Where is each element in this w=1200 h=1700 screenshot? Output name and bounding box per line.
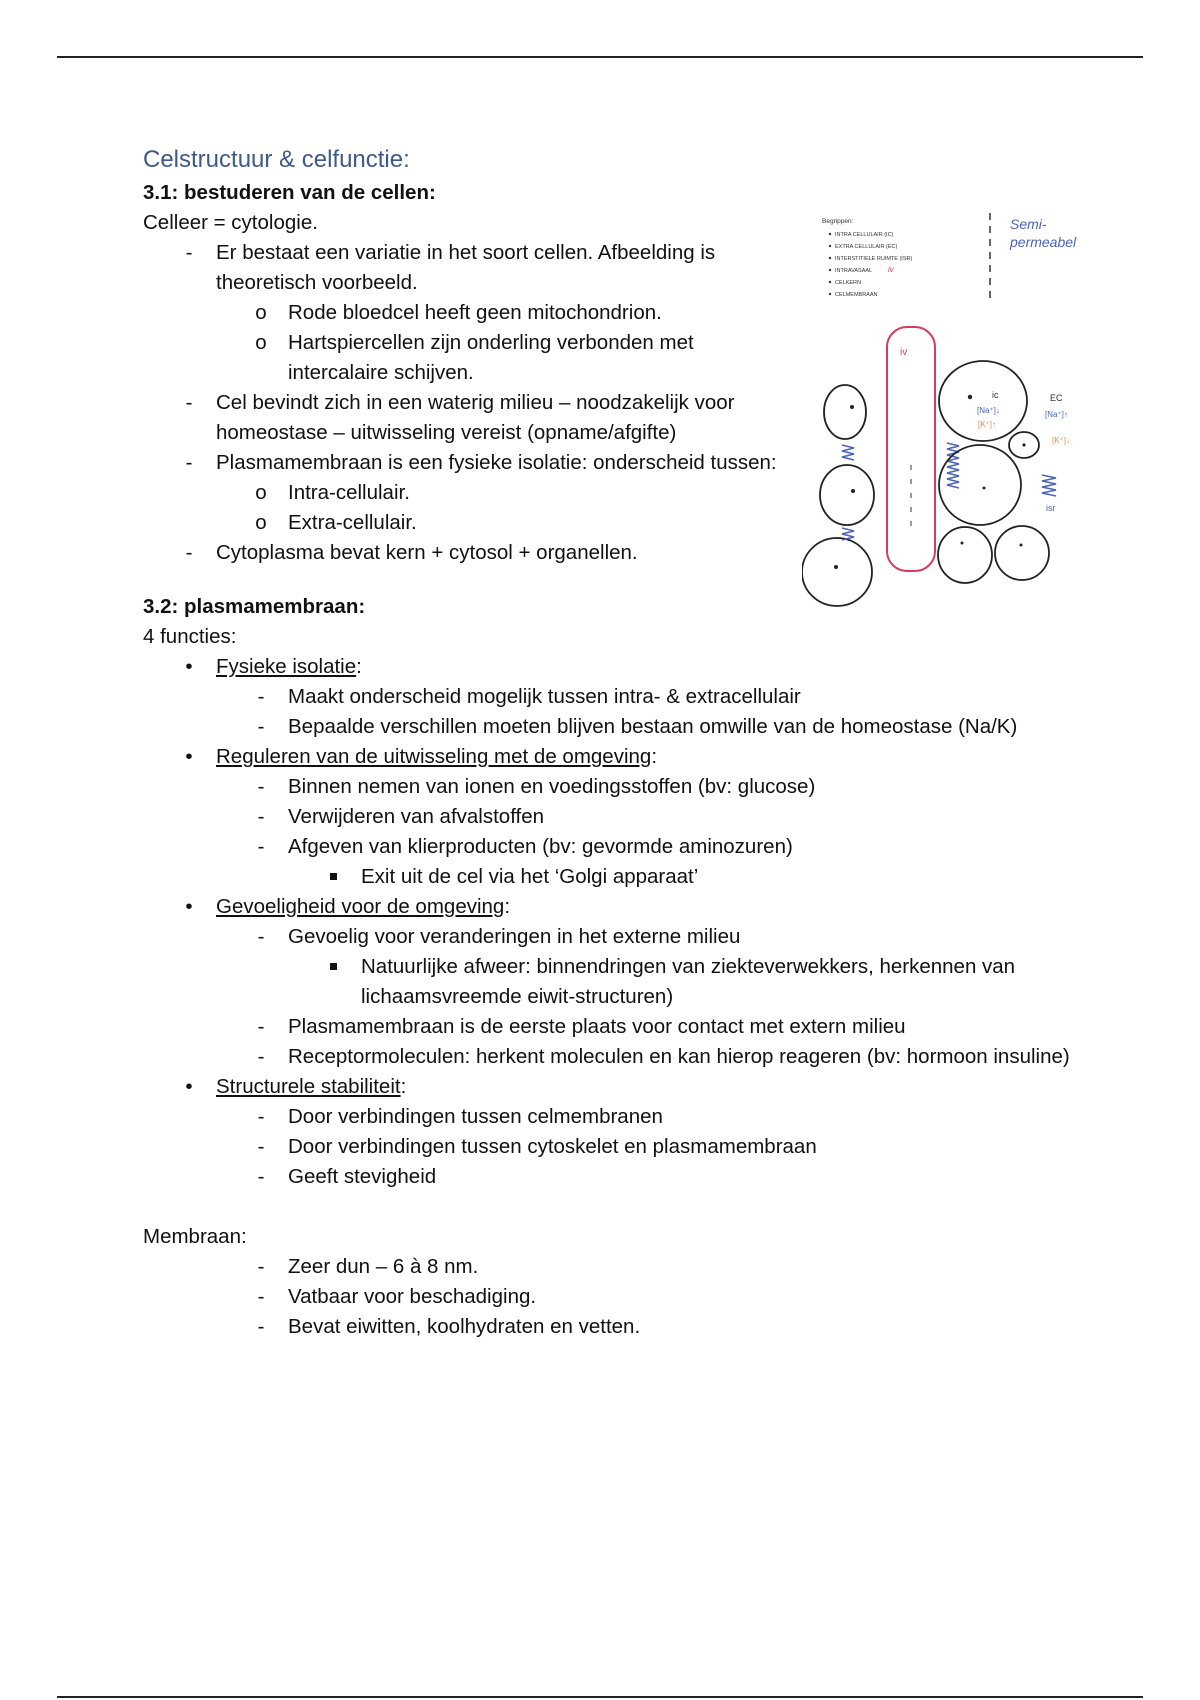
list-item: - Door verbindingen tussen celmembranen (143, 1102, 1123, 1132)
function-item: • Gevoeligheid voor de omgeving: (143, 892, 1123, 922)
permeabel-label: permeabel (1010, 234, 1077, 250)
list-item: - Bevat eiwitten, koolhydraten en vetten. (143, 1312, 1123, 1342)
heading-3-1: 3.1: bestuderen van de cellen: (143, 181, 436, 204)
circle-marker: o (255, 481, 267, 504)
cell-diagram-figure (802, 205, 1098, 615)
dash-marker: - (257, 685, 265, 708)
cell-diagram (802, 205, 1098, 615)
bullet-marker: • (185, 895, 193, 918)
nucleus-icon (851, 489, 855, 493)
list-item: - Verwijderen van afvalstoffen (143, 802, 1123, 832)
function-item: • Structurele stabiliteit: (143, 1072, 1123, 1102)
cell-icon (939, 361, 1027, 441)
squiggle-icon (947, 443, 959, 488)
list-item: - Binnen nemen van ionen en voedingsstoffen (bv: glucose) (143, 772, 1123, 802)
list-item: - Gevoelig voor veranderingen in het externe milieu (143, 922, 1123, 952)
list-item: o Hartspiercellen zijn onderling verbonden met intercalaire schijven. (143, 328, 783, 388)
legend-item: INTRAVASAAL (835, 268, 873, 274)
left-cells (802, 385, 874, 606)
list-item: - Bepaalde verschillen moeten blijven bestaan omwille van de homeostase (Na/K) (143, 712, 1123, 742)
function-item: • Fysieke isolatie: (143, 652, 1123, 682)
cell-icon (820, 465, 874, 525)
legend-note: iv (888, 265, 894, 274)
bullet-marker: • (185, 655, 193, 678)
dash-marker: - (185, 391, 193, 414)
circle-marker: o (255, 511, 267, 534)
membraan-label: Membraan: (143, 1225, 247, 1248)
list-item: - Vatbaar voor beschadiging. (143, 1282, 1123, 1312)
circle-marker: o (255, 331, 267, 354)
footer-rule (57, 1696, 1143, 1698)
iv-label: iv (900, 347, 908, 358)
list-item: - Plasmamembraan is de eerste plaats voor contact met extern milieu (143, 1012, 1123, 1042)
dash-marker: - (185, 241, 193, 264)
nucleus-icon (1022, 443, 1025, 446)
isr-label: isr (1046, 503, 1056, 513)
nucleus-icon (961, 542, 964, 545)
dash-marker: - (257, 925, 265, 948)
intro-line: Celleer = cytologie. (143, 211, 318, 234)
legend-title: Begrippen: (822, 218, 854, 225)
list-item: o Extra-cellulair. (143, 508, 783, 538)
legend-item: INTRA CELLULAIR (IC) (835, 232, 894, 238)
list-item: - Door verbindingen tussen cytoskelet en plasmamembraan (143, 1132, 1123, 1162)
dash-marker: - (257, 715, 265, 738)
nucleus-icon (968, 395, 972, 399)
function-item: • Reguleren van de uitwisseling met de omgeving: (143, 742, 1123, 772)
dash-marker: - (257, 1045, 265, 1068)
k-ec-label: [K⁺]↓ (1052, 436, 1071, 445)
dash-marker: - (257, 835, 265, 858)
page-title: Celstructuur & celfunctie: (143, 146, 410, 173)
cell-icon (939, 445, 1021, 525)
cell-icon (824, 385, 866, 439)
dash-marker: - (185, 451, 193, 474)
dash-marker: - (257, 1285, 265, 1308)
list-item: Exit uit de cel via het ‘Golgi apparaat’ (143, 862, 1123, 892)
nucleus-icon (1020, 544, 1023, 547)
cell-icon (995, 526, 1049, 580)
list-item: - Maakt onderscheid mogelijk tussen intra- & extracellulair (143, 682, 1123, 712)
dash-marker: - (185, 541, 193, 564)
squiggle-icon (842, 445, 854, 460)
cell-icon (802, 538, 872, 606)
na-ec-label: [Na⁺]↑ (1045, 410, 1068, 419)
nucleus-icon (834, 565, 838, 569)
legend-item: EXTRA CELLULAIR (EC) (835, 244, 898, 250)
squiggle-icon (1042, 475, 1056, 496)
dash-marker: - (257, 1105, 265, 1128)
section1-list (143, 238, 783, 568)
dash-marker: - (257, 1315, 265, 1338)
dash-marker: - (257, 805, 265, 828)
dash-marker: - (257, 1015, 265, 1038)
nucleus-icon (850, 405, 854, 409)
heading-3-2: 3.2: plasmamembraan: (143, 595, 366, 618)
list-item: - Cel bevindt zich in een waterig milieu – noodzakelijk voor homeostase – uitwisseling vereist (opname/afgifte) (143, 388, 783, 448)
ec-label: EC (1050, 393, 1063, 403)
square-bullet-marker (323, 952, 343, 982)
list-item: o Rode bloedcel heeft geen mitochondrion. (143, 298, 783, 328)
list-item: o Intra-cellulair. (143, 478, 783, 508)
functions-intro: 4 functies: (143, 625, 237, 648)
left-nuclei (834, 405, 855, 569)
list-item: - Geeft stevigheid (143, 1162, 1123, 1192)
dash-marker: - (257, 1135, 265, 1158)
list-item: - Afgeven van klierproducten (bv: gevormde aminozuren) (143, 832, 1123, 862)
cell-icon (938, 527, 992, 583)
legend-item: CELMEMBRAAN (835, 292, 878, 298)
list-item: - Plasmamembraan is een fysieke isolatie: onderscheid tussen: (143, 448, 783, 478)
dash-marker: - (257, 1165, 265, 1188)
list-item: Natuurlijke afweer: binnendringen van ziekteverwekkers, herkennen van lichaamsvreemde eiwit-structuren) (143, 952, 1123, 1012)
bullet-marker: • (185, 745, 193, 768)
bullet-marker: • (185, 1075, 193, 1098)
nucleus-icon (983, 487, 986, 490)
legend-list (829, 232, 913, 298)
legend-item: CELKERN (835, 280, 861, 286)
ic-label: ic (992, 390, 999, 400)
list-item: - Receptormoleculen: herkent moleculen en kan hierop reageren (bv: hormoon insuline) (143, 1042, 1123, 1072)
semi-label: Semi- (1010, 216, 1047, 232)
list-item: - Cytoplasma bevat kern + cytosol + organellen. (143, 538, 783, 568)
square-bullet-marker (323, 862, 343, 892)
blood-vessel-icon (887, 327, 935, 571)
na-ic-label: [Na⁺]↓ (977, 406, 1000, 415)
circle-marker: o (255, 301, 267, 324)
dash-marker: - (257, 1255, 265, 1278)
list-item: - Er bestaat een variatie in het soort cellen. Afbeelding is theoretisch voorbeeld. (143, 238, 783, 298)
dash-marker: - (257, 775, 265, 798)
header-rule (57, 56, 1143, 58)
legend-item: INTERSTITIELE RUIMTE (ISR) (835, 256, 913, 262)
k-ic-label: [K⁺]↑ (978, 420, 997, 429)
list-item: - Zeer dun – 6 à 8 nm. (143, 1252, 1123, 1282)
